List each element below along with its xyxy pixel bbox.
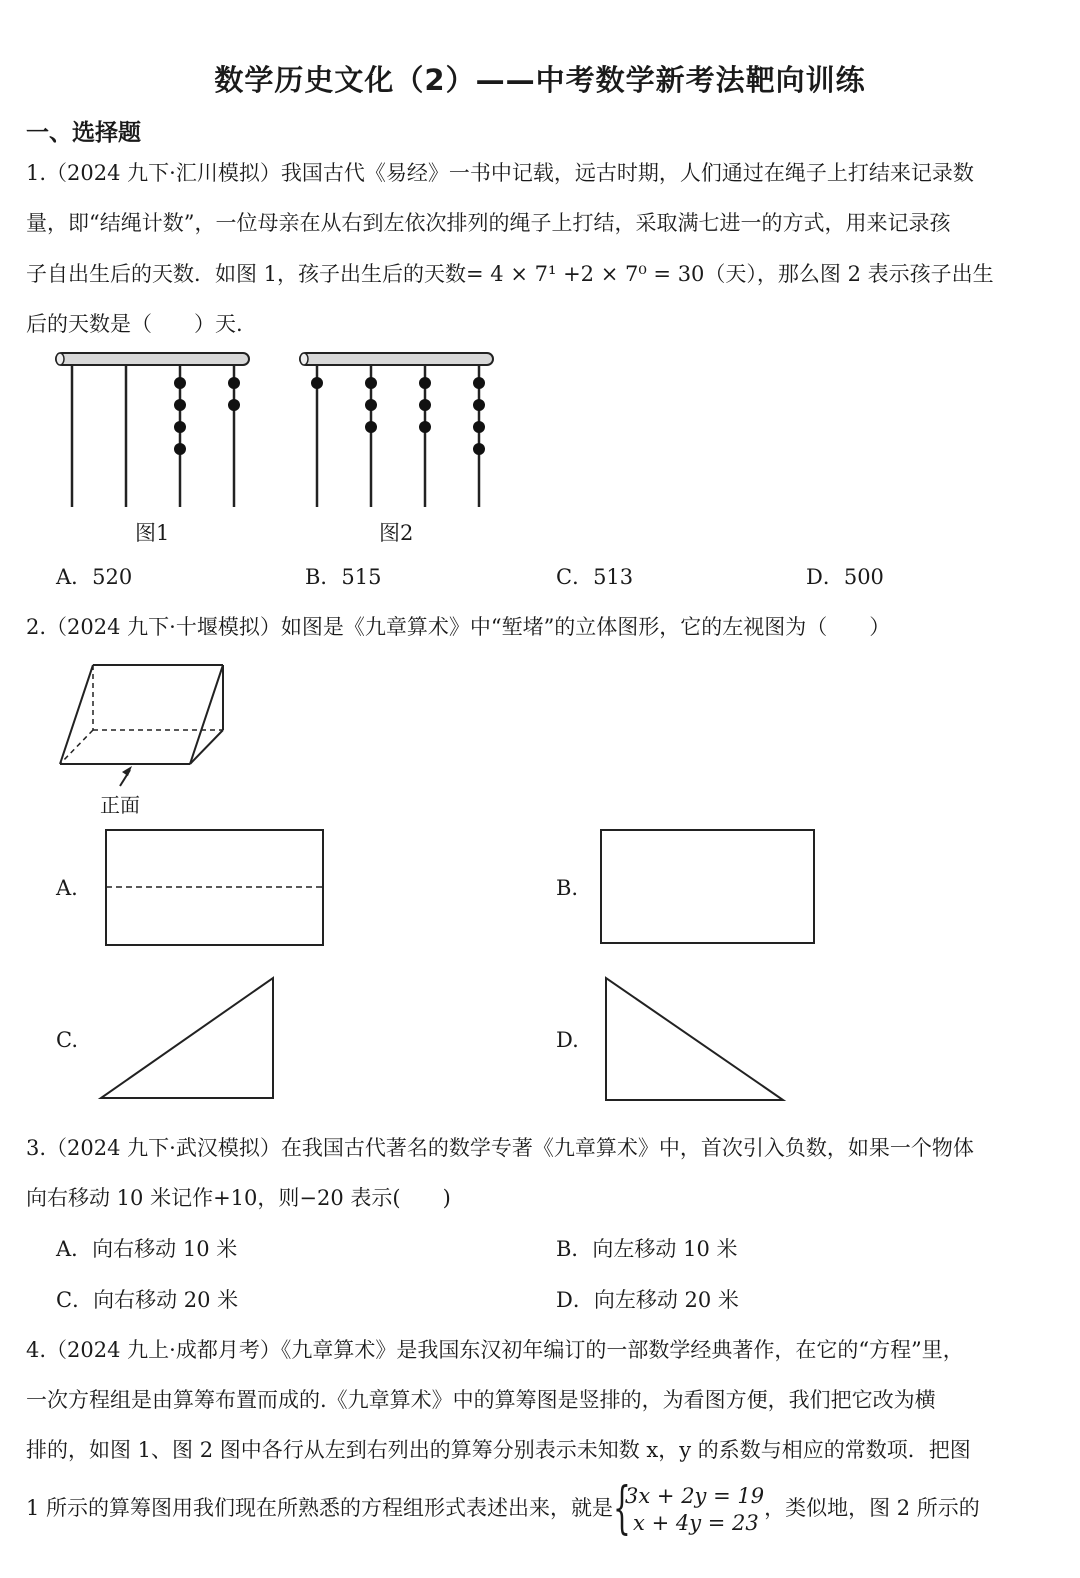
q4-line4-before: 1 所示的算筹图用我们现在所熟悉的方程组形式表述出来，就是 [26, 1496, 614, 1520]
q2-option-b[interactable]: B. [556, 876, 579, 900]
q4-text-line-4 [26, 1475, 1066, 1541]
q1-option-d[interactable]: D．500 [806, 565, 884, 589]
q1-option-b[interactable]: B．515 [305, 565, 382, 589]
q3-option-d[interactable]: D．向左移动 20 米 [556, 1288, 739, 1312]
q1-option-c[interactable]: C．513 [556, 565, 634, 589]
fig2-caption: 图2 [379, 521, 414, 545]
equation-2: x + 4y = 23 [633, 1510, 759, 1535]
q4-text-line-3: 排的，如图 1、图 2 图中各行从左到右列出的算筹分别表示未知数 x，y 的系数与相应的常数项．把图 [26, 1438, 971, 1462]
q2-option-d[interactable]: D. [556, 1028, 579, 1052]
q1-text-line-1: 1.（2024 九下·汇川模拟）我国古代《易经》一书中记载，远古时期，人们通过在绳子上打结来记录数 [26, 161, 974, 185]
q3-option-a[interactable]: A．向右移动 10 米 [56, 1237, 238, 1261]
q3-option-c[interactable]: C．向右移动 20 米 [56, 1288, 239, 1312]
equation-system [613, 1475, 765, 1541]
page-title: 数学历史文化（2）——中考数学新考法靶向训练 [214, 63, 866, 97]
q3-text-line-1: 3.（2024 九下·武汉模拟）在我国古代著名的数学专著《九章算术》中，首次引入负数，如果一个物体 [26, 1136, 974, 1160]
fig1-caption: 图1 [135, 521, 170, 545]
q1-option-a[interactable]: A．520 [56, 565, 133, 589]
q2-option-a[interactable]: A. [56, 876, 78, 900]
section-heading: 一、选择题 [26, 120, 141, 146]
q3-text-line-2: 向右移动 10 米记作+10，则−20 表示( ) [26, 1186, 451, 1210]
q4-text-line-1: 4.（2024 九上·成都月考）《九章算术》是我国东汉初年编订的一部数学经典著作，在它的“方程”里， [26, 1338, 964, 1362]
q4-text-line-2: 一次方程组是由算筹布置而成的.《九章算术》中的算筹图是竖排的，为看图方便，我们把它改为横 [26, 1388, 936, 1412]
q1-text-line-4: 后的天数是（ ）天. [26, 312, 243, 336]
brace-icon: { [613, 1475, 631, 1541]
front-label: 正面 [100, 793, 140, 817]
equation-1: 3x + 2y = 19 [625, 1483, 765, 1508]
q1-text-line-2: 量，即“结绳计数”，一位母亲在从右到左依次排列的绳子上打结，采取满七进一的方式，用来记录孩 [26, 211, 951, 235]
q3-option-b[interactable]: B．向左移动 10 米 [556, 1237, 738, 1261]
q1-text-line-3: 子自出生后的天数．如图 1，孩子出生后的天数= 4 × 7¹ +2 × 7⁰ = 30（天），那么图 2 表示孩子出生 [26, 262, 994, 286]
q2-text-line-1: 2.（2024 九下·十堰模拟）如图是《九章算术》中“堑堵”的立体图形，它的左视图为（ ） [26, 615, 891, 639]
q4-line4-after: ，类似地，图 2 所示的 [764, 1496, 980, 1520]
q2-option-c[interactable]: C. [56, 1028, 78, 1052]
